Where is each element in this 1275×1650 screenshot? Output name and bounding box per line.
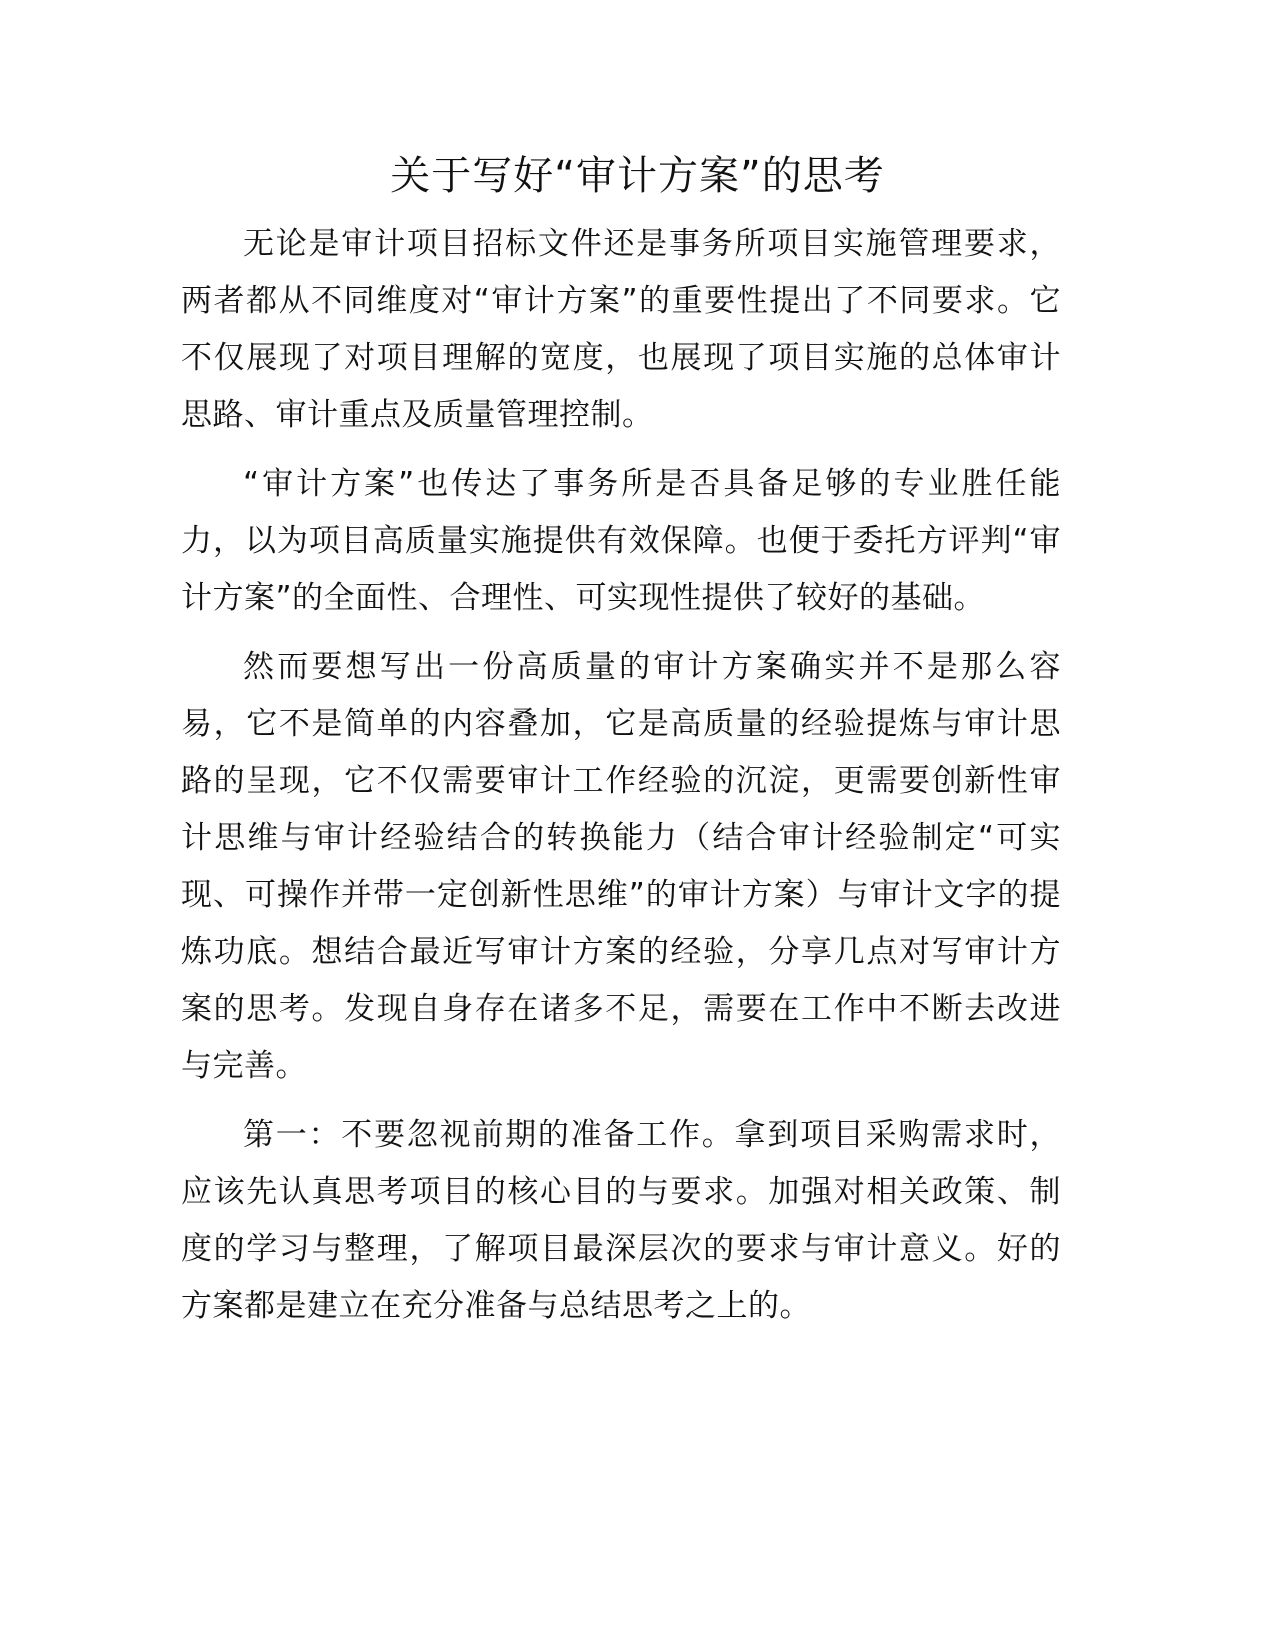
paragraph-3: 然而要想写出一份高质量的审计方案确实并不是那么容易，它不是简单的内容叠加，它是高质量的经验提炼与审计思路的呈现，它不仅需要审计工作经验的沉淀，更需要创新性审计思维与审计经验结合的转换能力（结合审计经验制定“可实现、可操作并带一定创新性思维”的审计方案）与审计文字的提炼功底。想结合最近写审计方案的经验，分享几点对写审计方案的思考。发现自身存在诸多不足，需要在工作中不断去改进与完善。 [181,649,1061,1084]
paragraph-1: 无论是审计项目招标文件还是事务所项目实施管理要求，两者都从不同维度对“审计方案”的重要性提出了不同要求。它不仅展现了对项目理解的宽度，也展现了项目实施的总体审计思路、审计重点及质量管理控制。 [181,226,1061,433]
paragraph-2: “审计方案”也传达了事务所是否具备足够的专业胜任能力，以为项目高质量实施提供有效保障。也便于委托方评判“审计方案”的全面性、合理性、可实现性提供了较好的基础。 [181,466,1061,616]
document-title: 关于写好“审计方案”的思考 [390,153,885,199]
document-body [181,216,1061,1347]
paragraph-4: 第一：不要忽视前期的准备工作。拿到项目采购需求时，应该先认真思考项目的核心目的与要求。加强对相关政策、制度的学习与整理，了解项目最深层次的要求与审计意义。好的方案都是建立在充分准备与总结思考之上的。 [181,1117,1061,1324]
